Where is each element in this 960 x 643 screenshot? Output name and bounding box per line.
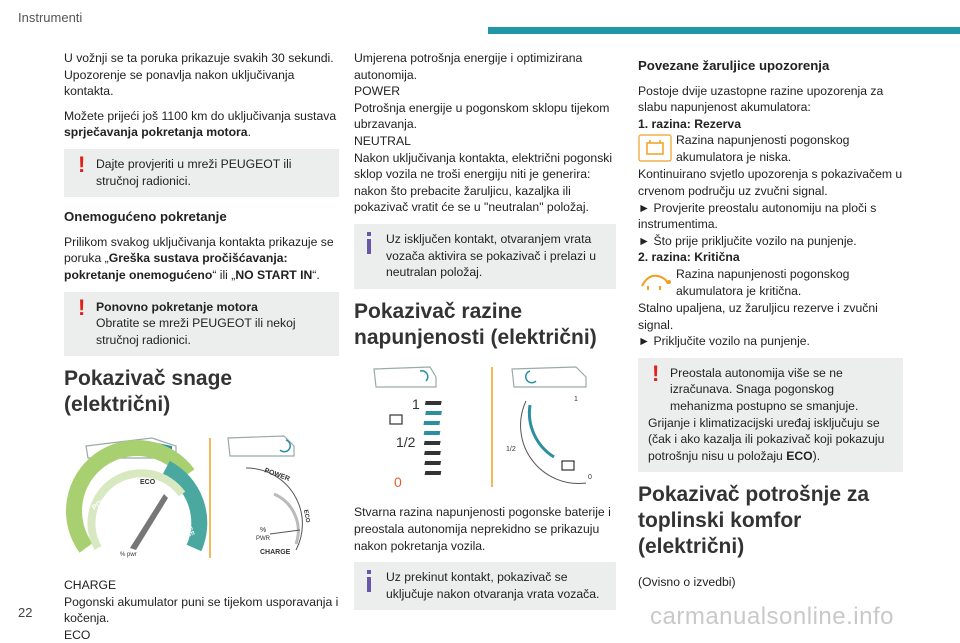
gauge-label: POWER — [91, 491, 117, 512]
section-heading: Povezane žaruljice upozorenja — [638, 58, 830, 73]
warning-icon: ! — [78, 151, 86, 177]
level-label: 1 — [574, 395, 578, 403]
gauge-label: ECO — [302, 509, 311, 524]
power-gauge-figure — [64, 432, 339, 567]
gauge-label: POWER — [263, 467, 291, 484]
gauge-label: % — [260, 527, 267, 535]
warning-icon: ! — [652, 360, 660, 386]
info-icon — [367, 232, 371, 254]
level-label: 0 — [588, 473, 592, 481]
paragraph: (Ovisno o izvedbi) — [638, 575, 736, 590]
level-label: 1/2 — [506, 445, 516, 453]
charge-level-figure — [354, 365, 616, 495]
turtle-icon — [638, 268, 672, 296]
level-1-heading: 1. razina: Rezerva — [638, 116, 741, 131]
section-header: Instrumenti — [18, 10, 83, 25]
level-label: 1 — [412, 395, 420, 412]
gauge-label: CHARGE — [260, 549, 291, 557]
chapter-heading: Pokazivač razine napunjenosti (električni) — [354, 299, 597, 349]
paragraph: Umjerena potrošnja energije i optimizirana autonomija. — [354, 51, 583, 82]
column-3 — [638, 50, 903, 599]
warning-box: ! Ponovno pokretanje motora Obratite se mreži PEUGEOT ili nekoj stručnoj radionici. — [64, 292, 339, 357]
level-1-row: Razina napunjenosti pogonskog akumulatora je niska. — [638, 132, 903, 166]
info-box: Uz prekinut kontakt, pokazivač se uključuje nakon otvaranja vrata vozača. — [354, 562, 616, 610]
page-number: 22 — [18, 605, 33, 620]
paragraph: Kontinuirano svjetlo upozorenja s pokazivačem u crvenom području uz zvučni signal. — [638, 167, 903, 198]
gauge-label: PWR — [256, 536, 270, 543]
paragraph: Možete prijeći još 1100 km do uključivanja sustava sprječavanja pokretanja motora. — [64, 108, 337, 140]
section-heading: Onemogućeno pokretanje — [64, 209, 227, 225]
warning-icon: ! — [78, 294, 86, 320]
gauge-label: % pwr — [120, 552, 137, 559]
warning-box: ! Dajte provjeriti u mreži PEUGEOT ili stručnoj radionici. — [64, 149, 339, 197]
level-label: 0 — [394, 473, 402, 490]
paragraph: Stvarna razina napunjenosti pogonske baterije i preostala autonomija neprekidno se prikazuju nakon pokretanja vozila. — [354, 505, 611, 553]
header-accent-bar — [488, 27, 960, 34]
chapter-heading: Pokazivač potrošnje za toplinski komfor (električni) — [638, 483, 870, 559]
column-1 — [64, 50, 339, 643]
level-label: 1/2 — [396, 433, 416, 450]
paragraph: POWER Potrošnja energije u pogonskom sklopu tijekom ubrzavanja. — [354, 84, 610, 132]
paragraph: Postoje dvije uzastopne razine upozorenja za slabu napunjenost akumulatora: — [638, 83, 884, 115]
chapter-heading: Pokazivač snage (električni) — [64, 367, 233, 417]
paragraph: U vožnji se ta poruka prikazuje svakih 30 sekundi. Upozorenje se ponavlja nakon uključivanja kontakta. — [64, 51, 334, 99]
warning-box: ! Preostala autonomija više se ne izračunava. Snaga pogonskog mehanizma postupno se smanjuje. Grijanje i klimatizacijski uređaj isključuju se (čak i ako kazalja ili pokazivač koji pokazuju potrošnju nisu u položaju ECO). — [638, 358, 903, 473]
info-box: Uz isključen kontakt, otvaranjem vrata vozača aktivira se pokazivač i prelazi u neutralan položaj. — [354, 224, 616, 289]
watermark: carmanualsonline.info — [650, 603, 894, 630]
gauge-label: ECO — [140, 479, 156, 487]
paragraph: CHARGE Pogonski akumulator puni se tijekom usporavanja i kočenja. ECO — [64, 577, 339, 642]
bullet-item: ► Provjerite preostalu autonomiju na ploči s instrumentima. — [638, 200, 877, 232]
info-icon — [367, 570, 371, 592]
column-2 — [354, 50, 616, 620]
paragraph: Prilikom svakog uključivanja kontakta prikazuje se poruka „Greška sustava pročišćavanja: pokretanje onemogućeno“ ili „NO START IN“. — [64, 234, 334, 282]
paragraph: NEUTRAL Nakon uključivanja kontakta, električni pogonski sklop vozila ne troši energiju niti je generira: nakon što prebacite žaruljicu, kazaljka ili pokazivač vratit će se u "neutralan" položaj. — [354, 133, 613, 215]
gauge-label: CHARGE — [178, 506, 196, 538]
paragraph: Stalno upaljena, uz žaruljicu rezerve i zvučni signal. — [638, 300, 878, 332]
bullet-item: ► Što prije priključite vozilo na punjenje. — [638, 233, 857, 248]
level-2-heading: 2. razina: Kritična — [638, 250, 740, 265]
bullet-item: ► Priključite vozilo na punjenje. — [638, 334, 810, 349]
battery-reserve-icon — [638, 134, 672, 162]
level-2-row: Razina napunjenosti pogonskog akumulatora je kritična. — [638, 266, 903, 300]
